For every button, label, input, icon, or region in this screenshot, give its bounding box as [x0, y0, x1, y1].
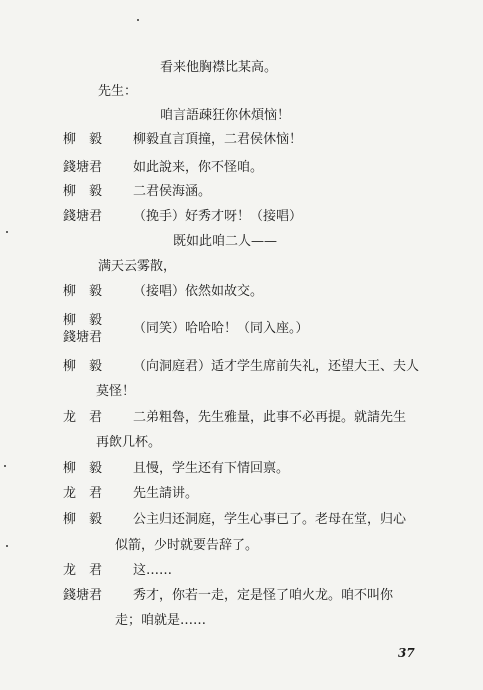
speaker-name: 柳 毅 — [63, 512, 103, 527]
speaker-name: 龙 君 — [63, 410, 103, 425]
dialogue-line: 二弟粗魯，先生雅量，此事不必再提。就請先生 — [133, 410, 407, 425]
print-speck — [6, 545, 8, 547]
speaker-name: 龙 君 — [63, 563, 103, 578]
dialogue-line: 似箭，少时就要告辞了。 — [115, 538, 259, 553]
print-speck — [4, 465, 6, 467]
verse-line: 看来他胸襟比某高。 — [160, 60, 278, 75]
speaker-name: 柳 毅 — [63, 132, 103, 147]
speaker-name: 錢塘君 — [63, 588, 103, 603]
verse-line: 满天云雾散， — [98, 259, 177, 274]
print-speck — [137, 19, 139, 21]
dialogue-line: 二君侯海涵。 — [133, 184, 212, 199]
dialogue-line: （挽手）好秀才呀！（接唱） — [133, 209, 303, 224]
dialogue-line: 这…… — [133, 563, 173, 578]
print-speck — [6, 231, 8, 233]
dialogue-line: 如此說来，你不怪咱。 — [133, 160, 264, 175]
dialogue-line: 先生請讲。 — [133, 486, 199, 501]
speaker-name: 柳 毅 — [63, 359, 103, 374]
verse-line: 既如此咱二人—— — [173, 234, 278, 249]
dialogue-line: 再飲几杯。 — [96, 435, 162, 450]
dialogue-line: （同笑）哈哈哈！（同入座。） — [133, 321, 309, 336]
dialogue-line: 秀才，你若一走，定是怪了咱火龙。咱不叫你 — [133, 588, 394, 603]
speaker-name: 錢塘君 — [63, 330, 103, 345]
dialogue-line: 且慢，学生还有下情回禀。 — [133, 461, 290, 476]
dialogue-line: 柳毅直言頂撞，二君侯休恼！ — [133, 132, 303, 147]
speaker-name: 柳 毅 — [63, 461, 103, 476]
speaker-name: 錢塘君 — [63, 209, 103, 224]
dialogue-line: （接唱）依然如故交。 — [133, 284, 264, 299]
dialogue-line: 走；咱就是…… — [115, 613, 207, 628]
dialogue-line: （向洞庭君）适才学生席前失礼，还望大王、夫人 — [133, 359, 420, 374]
speaker-name: 柳 毅 — [63, 284, 103, 299]
verse-line: 咱言語疎狂你休煩恼！ — [160, 108, 291, 123]
speaker-name: 柳 毅 — [63, 313, 103, 328]
speaker-name: 龙 君 — [63, 486, 103, 501]
speaker-name: 錢塘君 — [63, 160, 103, 175]
dialogue-line: 公主归还洞庭，学生心事已了。老母在堂，归心 — [133, 512, 407, 527]
speaker-name: 柳 毅 — [63, 184, 103, 199]
page-number: 37 — [398, 646, 415, 660]
dialogue-line: 先生： — [98, 84, 138, 99]
dialogue-line: 莫怪！ — [96, 384, 136, 399]
